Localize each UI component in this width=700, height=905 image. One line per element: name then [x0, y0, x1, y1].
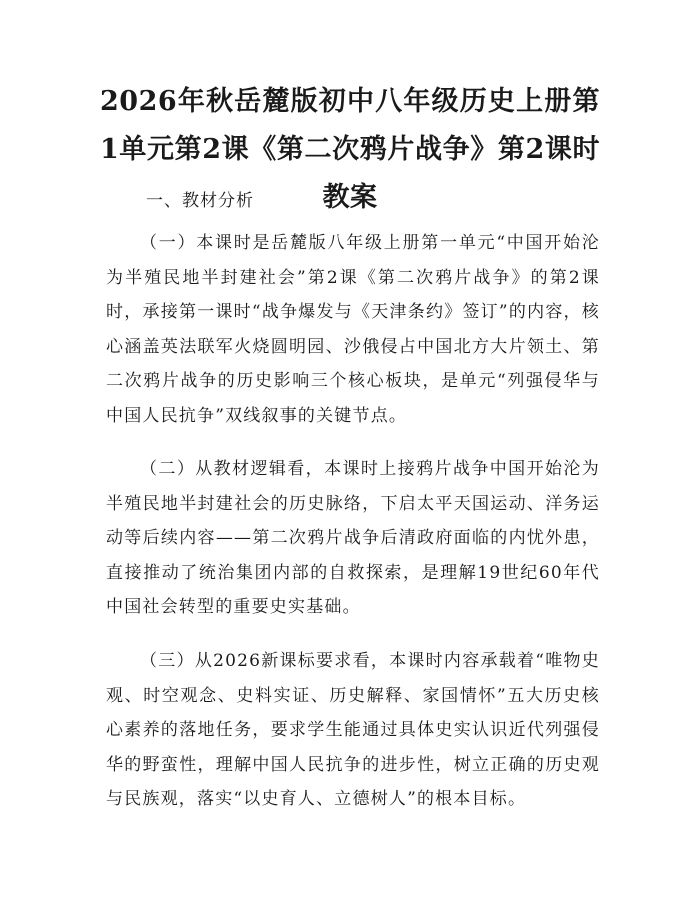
document-title: 2026年秋岳麓版初中八年级历史上册第1单元第2课《第二次鸦片战争》第2课时教案	[100, 86, 600, 213]
paragraph-3: （三）从2026新课标要求看，本课时内容承载着“唯物史观、时空观念、史料实证、历史解释、家国情怀”五大历史核心素养的落地任务，要求学生能通过具体史实认识近代列强侵华的野蛮性，理解中国人民抗争的进步性，树立正确的历史观与民族观，落实“以史育人、立德树人”的根本目标。	[106, 651, 600, 810]
section-heading: 一、教材分析	[146, 191, 254, 211]
paragraph-1: （一）本课时是岳麓版八年级上册第一单元“中国开始沦为半殖民地半封建社会”第2课《第二次鸦片战争》的第2课时，承接第一课时“战争爆发与《天津条约》签订”的内容，核心涵盖英法联军火烧圆明园、沙俄侵占中国北方大片领土、第二次鸦片战争的历史影响三个核心板块，是单元“列强侵华与中国人民抗争”双线叙事的关键节点。	[106, 233, 600, 426]
paragraph-2: （二）从教材逻辑看，本课时上接鸦片战争中国开始沦为半殖民地半封建社会的历史脉络，下启太平天国运动、洋务运动等后续内容——第二次鸦片战争后清政府面临的内忧外患，直接推动了统治集团内部的自救探索，是理解19世纪60年代中国社会转型的重要史实基础。	[106, 459, 600, 618]
